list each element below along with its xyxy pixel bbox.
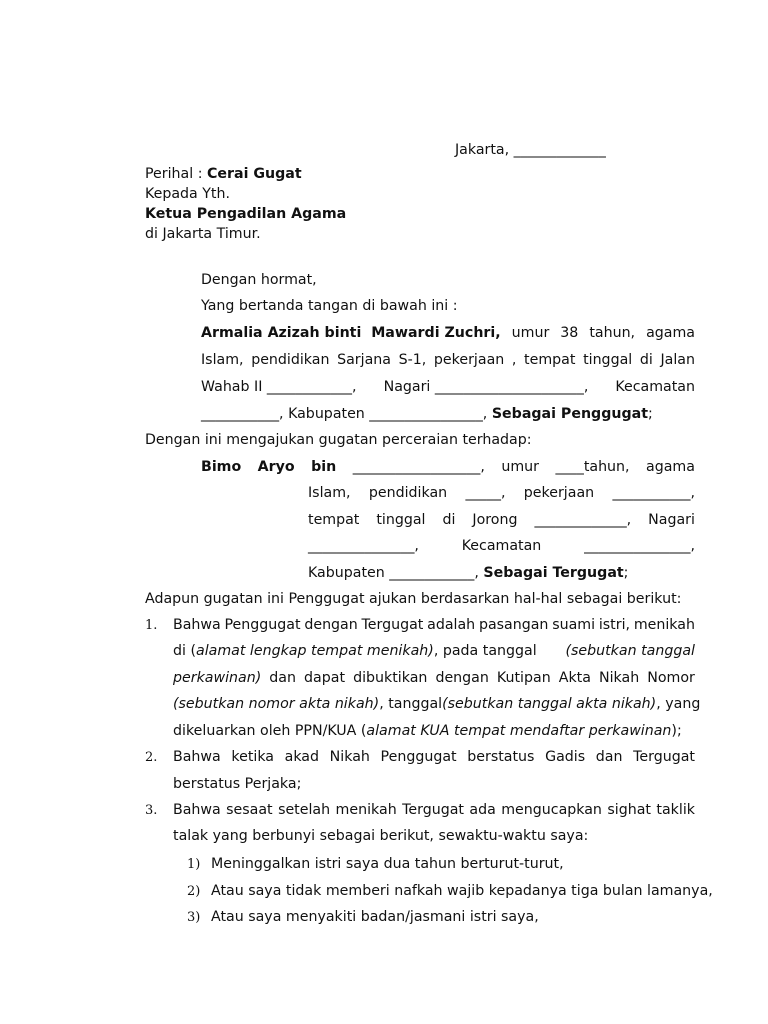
word: Bahwa <box>173 749 221 765</box>
item1-line-1 <box>173 616 695 634</box>
word: dan <box>595 749 623 765</box>
item2-line-2: berstatus Perjaka; <box>173 776 302 792</box>
word: menikah <box>335 802 397 818</box>
word: , <box>511 352 517 368</box>
defendant-name-word: Aryo <box>257 459 295 475</box>
word: 38 <box>560 325 579 341</box>
word: Nomor <box>647 670 695 686</box>
subitem-text: Meninggalkan istri saya dua tahun berturut-turut, <box>211 856 564 872</box>
word: ____tahun, <box>555 459 630 475</box>
perihal-line <box>145 165 302 183</box>
undersigned-line: Yang bertanda tangan di bawah ini : <box>201 298 458 314</box>
item1-line-2 <box>173 642 695 660</box>
perihal-value: Cerai Gugat <box>206 166 302 182</box>
location-line: di Jakarta Timur. <box>145 226 261 242</box>
word: Bahwa <box>173 617 221 633</box>
word: di <box>639 352 653 368</box>
word: dikeluarkan oleh PPN/KUA ( <box>173 723 367 739</box>
subitem-number: 2) <box>187 884 201 899</box>
word: menikah <box>633 617 695 633</box>
word: Penggugat <box>224 617 301 633</box>
date-line: Jakarta, _____________ <box>455 142 606 158</box>
plaintiff-role: Sebagai Penggugat <box>491 406 648 422</box>
word: berstatus <box>467 749 535 765</box>
word: agama <box>646 459 695 475</box>
word: Kabupaten ____________, <box>308 565 479 581</box>
word: Nikah <box>598 670 640 686</box>
word: Kecamatan <box>461 538 542 554</box>
item-number: 3. <box>145 803 158 818</box>
plaintiff-line-1 <box>201 324 695 342</box>
defendant-intro: Dengan ini mengajukan gugatan perceraian terhadap: <box>145 432 532 448</box>
word: Kutipan <box>496 670 551 686</box>
defendant-line-3 <box>308 511 695 529</box>
word: dengan <box>304 617 358 633</box>
word: Jorong <box>472 512 518 528</box>
item3-line-2: talak yang berbunyi sebagai berikut, sewaktu-waktu saya: <box>173 828 589 844</box>
word: umur <box>501 459 539 475</box>
item1-line-3 <box>173 669 695 687</box>
word: Akta <box>558 670 591 686</box>
word: , tanggal <box>379 696 443 712</box>
subitem-text: Atau saya tidak memberi nafkah wajib kepadanya tiga bulan lamanya, <box>211 883 713 899</box>
italic-text: (sebutkan nomor akta nikah) <box>173 696 380 712</box>
subitem-number: 1) <box>187 857 201 872</box>
word: dapat <box>304 670 346 686</box>
subitem-number: 3) <box>187 910 201 925</box>
defendant-line-4 <box>308 537 695 555</box>
defendant-line-1 <box>201 458 695 476</box>
word: Nagari <box>648 512 695 528</box>
word: ada <box>469 802 496 818</box>
italic-text: (sebutkan tanggal <box>565 643 695 659</box>
plaintiff-name: Armalia Azizah binti Mawardi Zuchri, <box>201 325 501 341</box>
italic-text: (sebutkan tanggal akta nikah) <box>442 696 657 712</box>
word: S-1, <box>398 352 427 368</box>
word: pekerjaan <box>433 352 505 368</box>
word: Tergugat <box>402 802 464 818</box>
word: dan <box>269 670 296 686</box>
word: sesaat <box>226 802 273 818</box>
item1-line-5 <box>173 722 682 740</box>
word: ); <box>671 723 682 739</box>
word: di ( <box>173 643 196 659</box>
word: Gadis <box>545 749 586 765</box>
grounds-intro: Adapun gugatan ini Penggugat ajukan berdasarkan hal-hal sebagai berikut: <box>145 591 682 607</box>
word: pasangan <box>478 617 549 633</box>
subitem-text: Atau saya menyakiti badan/jasmani istri saya, <box>211 909 539 925</box>
word: Tergugat <box>361 617 424 633</box>
item3-line-1 <box>173 801 695 819</box>
word: akad <box>284 749 320 765</box>
greeting: Dengan hormat, <box>201 272 317 288</box>
word: suami <box>552 617 596 633</box>
item1-l4-left <box>173 695 442 713</box>
italic-text: perkawinan) <box>173 670 262 686</box>
word: ___________, <box>612 485 695 501</box>
word: ___________, <box>201 406 284 422</box>
word: Kabupaten ________________, <box>288 406 488 422</box>
word: ; <box>623 565 629 581</box>
word: dengan <box>435 670 489 686</box>
recipient-name: Ketua Pengadilan Agama <box>145 206 347 222</box>
kepada-line: Kepada Yth. <box>145 186 230 202</box>
italic-text: alamat lengkap tempat menikah) <box>196 643 434 659</box>
word: istri, <box>598 617 631 633</box>
word: di <box>442 512 456 528</box>
defendant-line-5 <box>308 564 628 582</box>
word: __________________, <box>352 459 485 475</box>
item-number: 1. <box>145 618 158 633</box>
defendant-name-word: Bimo <box>201 459 242 475</box>
plaintiff-line-3 <box>201 378 695 396</box>
word: agama <box>646 325 695 341</box>
word: _______________, <box>584 538 695 554</box>
word: Kecamatan <box>615 379 695 395</box>
item1-l2-left <box>173 642 537 660</box>
word: tempat <box>524 352 576 368</box>
word: dibuktikan <box>353 670 428 686</box>
item1-line-4 <box>173 695 701 713</box>
word: Nagari _____________________, <box>383 379 589 395</box>
word: umur <box>511 325 550 341</box>
word: Islam, <box>308 485 351 501</box>
italic-text: alamat KUA tempat mendaftar perkawinan <box>366 723 672 739</box>
word: taklik <box>656 802 695 818</box>
recipient-line <box>145 205 346 223</box>
item2-line-1 <box>173 748 695 766</box>
word: , pada tanggal <box>433 643 537 659</box>
item-number: 2. <box>145 750 158 765</box>
word: pendidikan <box>368 485 448 501</box>
word: ; <box>647 406 653 422</box>
item1-l4-right <box>442 695 700 713</box>
perihal-label: Perihal : <box>145 166 207 182</box>
word: _____________, <box>534 512 632 528</box>
word: pendidikan <box>251 352 330 368</box>
defendant-role: Sebagai Tergugat <box>483 565 624 581</box>
word: pekerjaan <box>523 485 595 501</box>
defendant-line-2 <box>308 484 695 502</box>
plaintiff-line-4 <box>201 405 653 423</box>
word: tahun, <box>589 325 636 341</box>
word: Sarjana <box>337 352 391 368</box>
word: tinggal <box>583 352 633 368</box>
word: Penggugat <box>380 749 457 765</box>
word: sighat <box>607 802 651 818</box>
plaintiff-line-2 <box>201 351 695 369</box>
word: , yang <box>656 696 701 712</box>
word: _____, <box>465 485 506 501</box>
word: Wahab II ____________, <box>201 379 357 395</box>
word: Jalan <box>660 352 695 368</box>
word: ketika <box>231 749 274 765</box>
word: _______________, <box>308 538 419 554</box>
word: Nikah <box>329 749 370 765</box>
word: tinggal <box>376 512 426 528</box>
word: Islam, <box>201 352 244 368</box>
word: setelah <box>278 802 331 818</box>
word: adalah <box>427 617 476 633</box>
word: Tergugat <box>633 749 695 765</box>
word: Bahwa <box>173 802 221 818</box>
defendant-name-word: bin <box>311 459 337 475</box>
word: tempat <box>308 512 360 528</box>
word: mengucapkan <box>501 802 602 818</box>
